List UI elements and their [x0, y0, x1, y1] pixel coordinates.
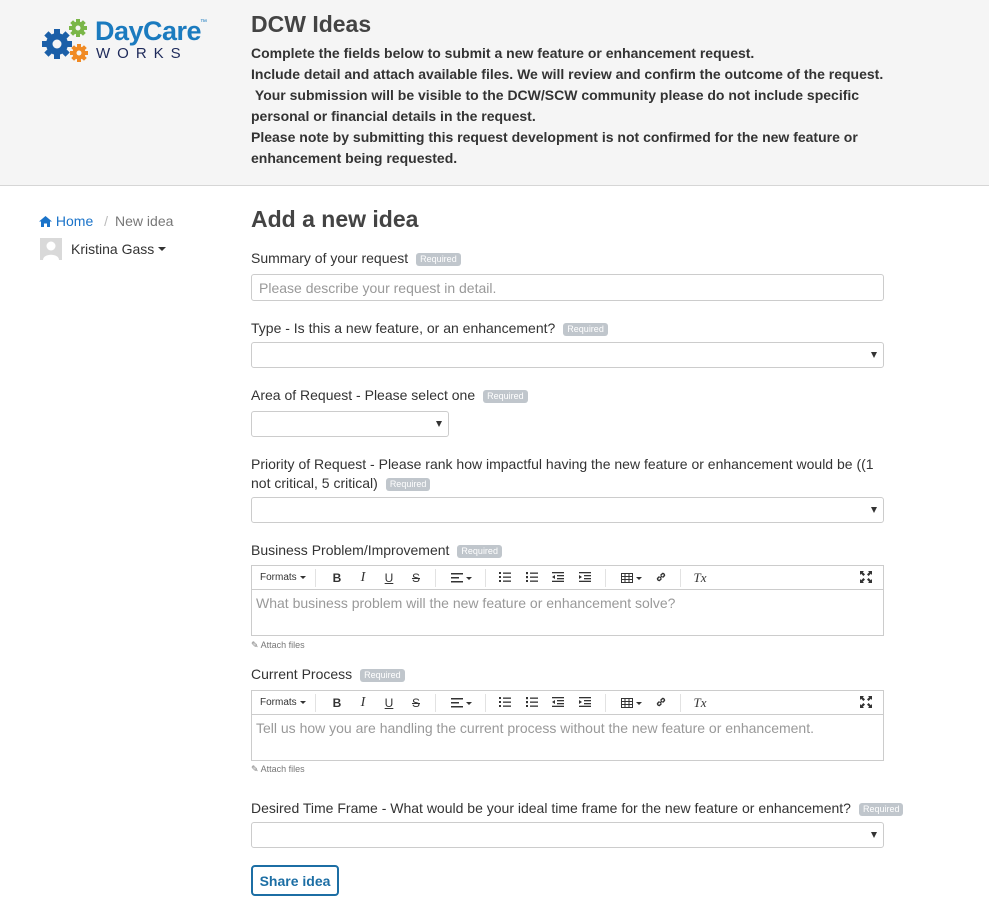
clear-format-button[interactable]: Tx [693, 695, 707, 710]
header-line-3: Your submission will be visible to the DCW/SCW community please do not include specific personal or financial details in the request. [251, 87, 863, 124]
gears-icon [40, 18, 92, 66]
toolbar-divider [315, 569, 316, 587]
breadcrumb-current: New idea [115, 213, 174, 229]
required-badge: Required [386, 478, 431, 491]
type-label-text: Type - Is this a new feature, or an enhancement? [251, 320, 556, 336]
user-silhouette-icon [40, 238, 62, 260]
required-badge: Required [360, 669, 405, 682]
outdent-icon [552, 572, 564, 582]
dropdown-arrow-icon [436, 421, 442, 427]
header-line-4: Please note by submitting this request development is not confirmed for the new feature or enhancement being requested. [251, 129, 858, 166]
fullscreen-button[interactable] [859, 569, 873, 587]
header-description [251, 43, 891, 169]
bullet-list-icon [499, 572, 511, 582]
formats-label: Formats [260, 572, 297, 583]
required-badge: Required [483, 390, 528, 403]
toolbar-divider [605, 694, 606, 712]
indent-button[interactable] [578, 694, 592, 712]
indent-button[interactable] [578, 569, 592, 587]
link-button[interactable] [654, 569, 668, 587]
toolbar-divider [680, 694, 681, 712]
area-label-text: Area of Request - Please select one [251, 387, 476, 403]
toolbar-divider [315, 694, 316, 712]
toolbar-divider [605, 569, 606, 587]
share-idea-button[interactable]: Share idea [251, 865, 339, 896]
area-select[interactable] [251, 411, 449, 437]
breadcrumb-home-link[interactable] [39, 213, 97, 229]
form-heading: Add a new idea [251, 206, 419, 232]
numbered-list-icon [526, 572, 538, 582]
required-badge: Required [563, 323, 608, 336]
breadcrumb-home-label: Home [55, 213, 94, 229]
header-title: DCW Ideas [251, 11, 372, 37]
paperclip-icon: ✎ [251, 640, 259, 650]
page-header [0, 0, 989, 186]
outdent-button[interactable] [551, 569, 565, 587]
area-label [251, 386, 528, 405]
required-badge: Required [859, 803, 904, 816]
toolbar-divider [680, 569, 681, 587]
paperclip-icon: ✎ [251, 764, 259, 774]
fullscreen-icon [860, 571, 872, 583]
dropdown-arrow-icon [871, 352, 877, 358]
align-left-icon [451, 573, 463, 583]
bold-button[interactable]: B [332, 696, 342, 710]
caret-down-icon [636, 702, 642, 705]
user-name: Kristina Gass [71, 241, 155, 257]
clear-format-button[interactable]: Tx [693, 570, 707, 585]
underline-button[interactable]: U [384, 571, 394, 585]
attach-files-label: Attach files [260, 764, 305, 774]
numbered-list-button[interactable] [525, 569, 539, 587]
italic-button[interactable]: I [360, 695, 366, 710]
toolbar-divider [435, 694, 436, 712]
business-problem-label-text: Business Problem/Improvement [251, 542, 450, 558]
caret-down-icon [300, 701, 306, 704]
table-icon [621, 573, 633, 583]
link-icon [655, 571, 667, 583]
user-menu[interactable] [40, 238, 166, 260]
dropdown-arrow-icon [871, 832, 877, 838]
logo-text-daycare: DayCare [95, 16, 202, 46]
priority-select[interactable] [251, 497, 884, 523]
header-line-2: Include detail and attach available files. We will review and confirm the outcome of the request. [251, 66, 884, 82]
align-left-icon [451, 698, 463, 708]
bullet-list-icon [499, 697, 511, 707]
fullscreen-button[interactable] [859, 694, 873, 712]
formats-dropdown[interactable] [260, 569, 306, 587]
home-icon [39, 216, 52, 227]
italic-button[interactable]: I [360, 570, 366, 585]
attach-files-link[interactable] [251, 764, 305, 775]
formats-label: Formats [260, 697, 297, 708]
strikethrough-button[interactable]: S [411, 696, 420, 710]
priority-label-text: Priority of Request - Please rank how impactful having the new feature or enhancement would be ((1 not critical, 5 critical) [251, 456, 874, 491]
business-problem-label [251, 541, 502, 560]
avatar [40, 238, 62, 260]
toolbar-divider [485, 694, 486, 712]
type-label [251, 319, 608, 338]
bold-button[interactable]: B [332, 571, 342, 585]
underline-button[interactable]: U [384, 696, 394, 710]
time-frame-select[interactable] [251, 822, 884, 848]
priority-label [251, 455, 891, 493]
outdent-button[interactable] [551, 694, 565, 712]
required-badge: Required [416, 253, 461, 266]
type-select[interactable] [251, 342, 884, 368]
indent-icon [579, 697, 591, 707]
numbered-list-button[interactable] [525, 694, 539, 712]
time-frame-label-text: Desired Time Frame - What would be your ideal time frame for the new feature or enhancement? [251, 800, 851, 816]
summary-label [251, 249, 461, 268]
attach-files-label: Attach files [260, 640, 305, 650]
table-dropdown[interactable] [618, 694, 644, 712]
business-problem-textarea[interactable]: What business problem will the new feature or enhancement solve? [256, 595, 676, 611]
bullet-list-button[interactable] [498, 569, 512, 587]
outdent-icon [552, 697, 564, 707]
align-dropdown[interactable] [448, 569, 474, 587]
logo-text-works: WORKS [96, 45, 188, 62]
current-process-label [251, 665, 405, 684]
summary-label-text: Summary of your request [251, 250, 409, 266]
toolbar-divider [485, 569, 486, 587]
link-icon [655, 696, 667, 708]
link-button[interactable] [654, 694, 668, 712]
current-process-textarea[interactable]: Tell us how you are handling the current process without the new feature or enhancement. [256, 720, 814, 736]
current-process-label-text: Current Process [251, 666, 353, 682]
summary-input[interactable] [251, 274, 884, 301]
bullet-list-button[interactable] [498, 694, 512, 712]
table-icon [621, 698, 633, 708]
formats-dropdown[interactable] [260, 694, 306, 712]
time-frame-label [251, 799, 903, 818]
dropdown-arrow-icon [871, 507, 877, 513]
caret-down-icon [158, 247, 166, 251]
fullscreen-icon [860, 696, 872, 708]
caret-down-icon [300, 576, 306, 579]
business-problem-editor [251, 565, 884, 636]
logo-trademark: ™ [200, 19, 207, 26]
current-process-editor [251, 690, 884, 761]
daycare-works-logo[interactable] [40, 16, 210, 66]
breadcrumb [39, 213, 173, 229]
align-dropdown[interactable] [448, 694, 474, 712]
table-dropdown[interactable] [618, 569, 644, 587]
indent-icon [579, 572, 591, 582]
strikethrough-button[interactable]: S [411, 571, 420, 585]
required-badge: Required [457, 545, 502, 558]
editor-toolbar [252, 691, 883, 715]
caret-down-icon [466, 702, 472, 705]
toolbar-divider [435, 569, 436, 587]
caret-down-icon [636, 577, 642, 580]
caret-down-icon [466, 577, 472, 580]
numbered-list-icon [526, 697, 538, 707]
breadcrumb-separator: / [104, 213, 109, 229]
editor-toolbar [252, 566, 883, 590]
attach-files-link[interactable] [251, 640, 305, 651]
header-line-1: Complete the fields below to submit a new feature or enhancement request. [251, 45, 755, 61]
